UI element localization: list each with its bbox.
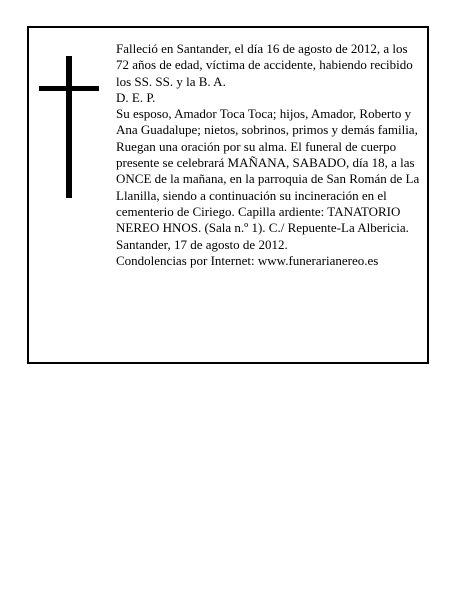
cross-vertical-bar: [66, 56, 72, 198]
condolences-line: Condolencias por Internet: www.funerarianereo.es: [116, 252, 379, 268]
obituary-text: [116, 41, 422, 269]
funeral-details-paragraph: Ruegan una oración por su alma. El funeral de cuerpo presente se celebrará MAÑANA, SABADO, día 18, a las ONCE de la mañana, en la parroquia de San Román de La Llanilla, siendo a continuación su incineración en el cementerio de Ciriego. Capilla ardiente: TANATORIO NEREO HNOS. (Sala n.º 1). C./ Repuente-La Albericia.: [116, 138, 420, 236]
cross-horizontal-bar: [39, 86, 99, 91]
family-paragraph: Su esposo, Amador Toca Toca; hijos, Amador, Roberto y Ana Guadalupe; nietos, sobrinos, primos y demás familia,: [116, 106, 418, 138]
cross-icon: [39, 56, 99, 198]
rip-line: D. E. P.: [116, 89, 156, 105]
announcement-paragraph: Falleció en Santander, el día 16 de agosto de 2012, a los 72 años de edad, víctima de accidente, habiendo recibido los SS. SS. y la B. A.: [116, 41, 413, 89]
obituary-notice-frame: [27, 26, 429, 364]
place-date-line: Santander, 17 de agosto de 2012.: [116, 236, 288, 252]
